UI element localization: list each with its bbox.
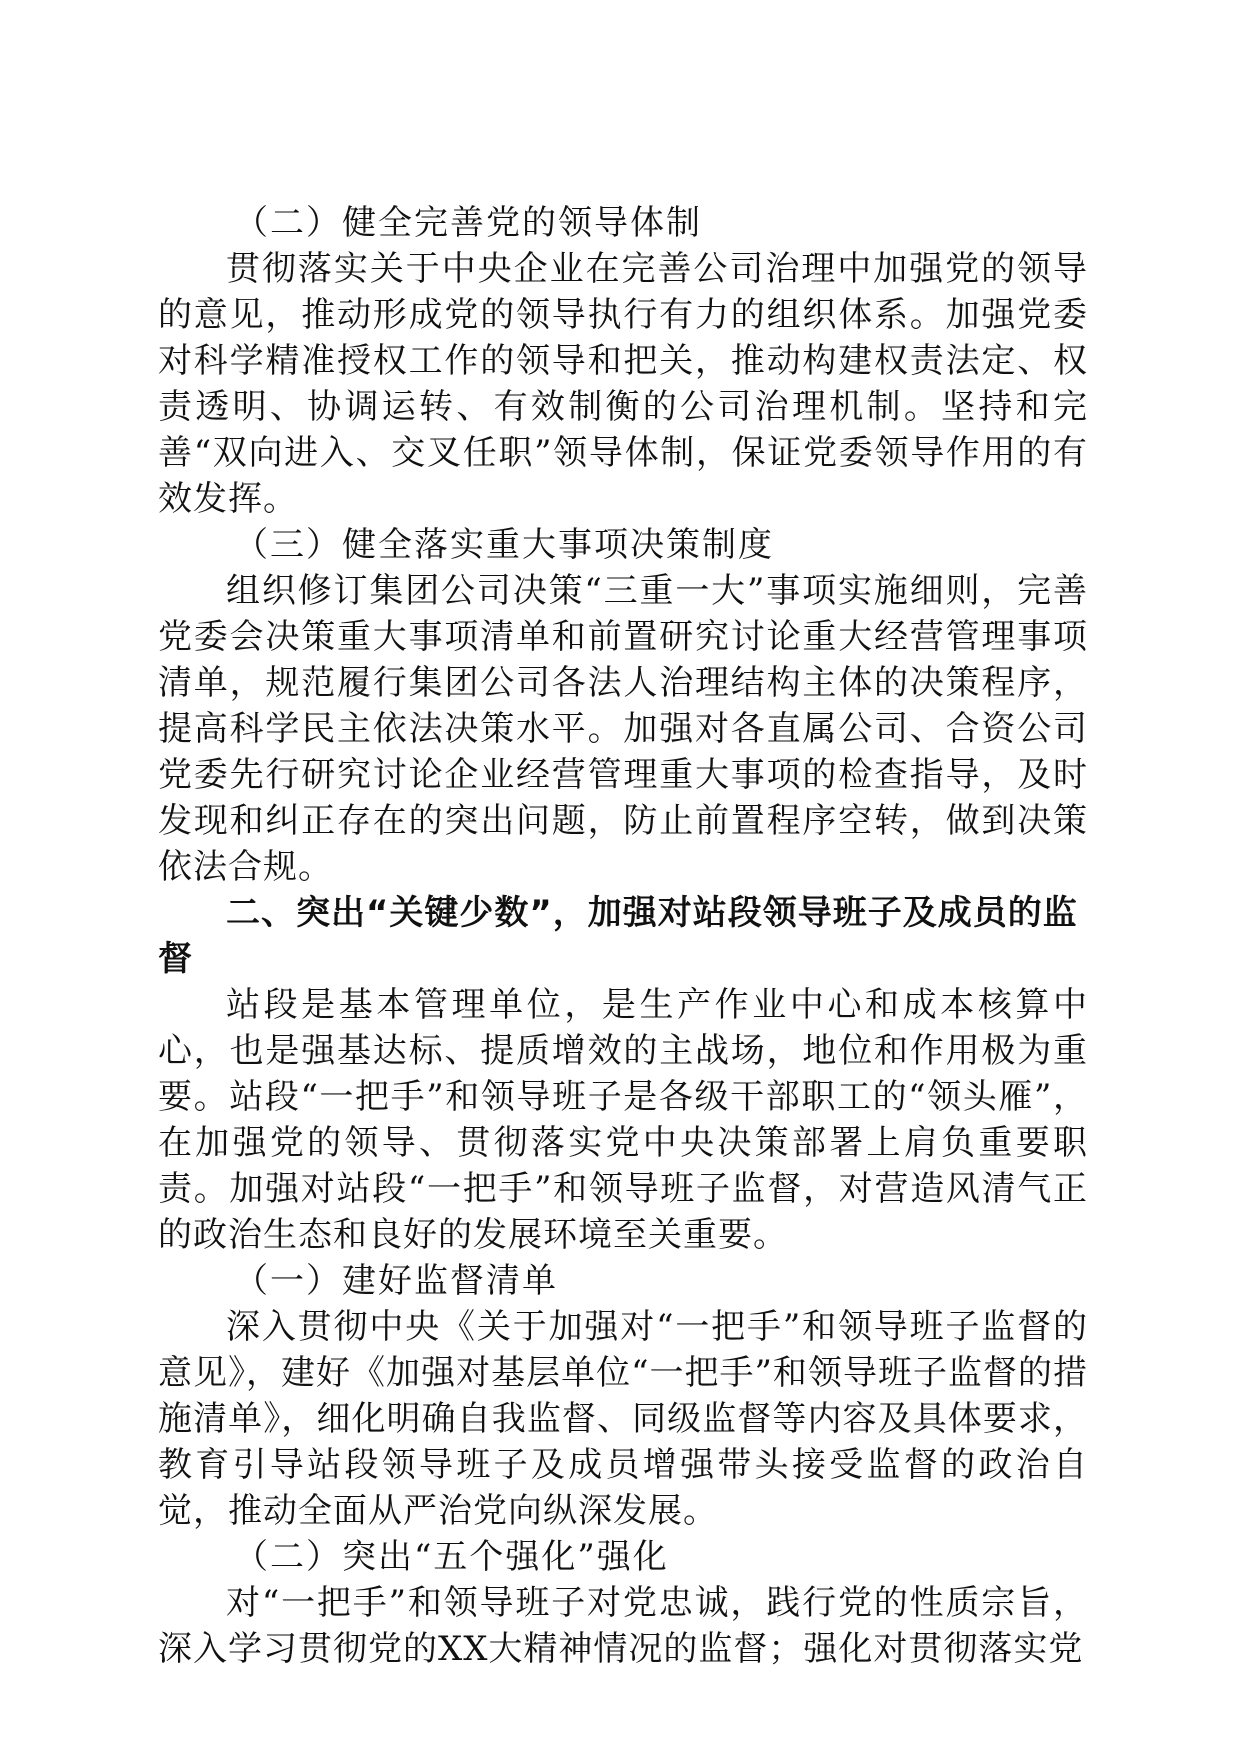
subheading-leadership-system: （二）健全完善党的领导体制 <box>234 203 702 243</box>
paragraph-station-importance: 站段是基本管理单位，是生产作业中心和成本核算中心，也是强基达标、提质增效的主战场，地位和作用极为重要。站段“一把手”和领导班子是各级干部职工的“领头雁”，在加强党的领导、贯彻落实党中央决策部署上肩负重要职责。加强对站段“一把手”和领导班子监督，对营造风清气正的政治生态和良好的发展环境至关重要。 <box>158 985 1088 1255</box>
subheading-five-strengthen: （二）突出“五个强化”强化 <box>234 1537 669 1577</box>
paragraph-supervision-list: 深入贯彻中央《关于加强对“一把手”和领导班子监督的意见》，建好《加强对基层单位“一把手”和领导班子监督的措施清单》，细化明确自我监督、同级监督等内容及具体要求，教育引导站段领导班子及成员增强带头接受监督的政治自觉，推动全面从严治党向纵深发展。 <box>158 1307 1088 1531</box>
subheading-major-decisions: （三）健全落实重大事项决策制度 <box>234 525 774 565</box>
document-body <box>158 200 1088 1672</box>
subheading-supervision-list: （一）建好监督清单 <box>234 1261 558 1301</box>
paragraph-major-decisions: 组织修订集团公司决策“三重一大”事项实施细则，完善党委会决策重大事项清单和前置研究讨论重大经营管理事项清单，规范履行集团公司各法人治理结构主体的决策程序，提高科学民主依法决策水平。加强对各直属公司、合资公司党委先行研究讨论企业经营管理重大事项的检查指导，及时发现和纠正存在的突出问题，防止前置程序空转，做到决策依法合规。 <box>158 571 1088 887</box>
paragraph-five-strengthen: 对“一把手”和领导班子对党忠诚，践行党的性质宗旨，深入学习贯彻党的XX大精神情况的监督；强化对贯彻落实党 <box>158 1583 1088 1669</box>
section-heading-key-minority: 二、突出“关键少数”，加强对站段领导班子及成员的监督 <box>158 893 1078 979</box>
paragraph-leadership-system: 贯彻落实关于中央企业在完善公司治理中加强党的领导的意见，推动形成党的领导执行有力的组织体系。加强党委对科学精准授权工作的领导和把关，推动构建权责法定、权责透明、协调运转、有效制衡的公司治理机制。坚持和完善“双向进入、交叉任职”领导体制，保证党委领导作用的有效发挥。 <box>158 249 1088 519</box>
